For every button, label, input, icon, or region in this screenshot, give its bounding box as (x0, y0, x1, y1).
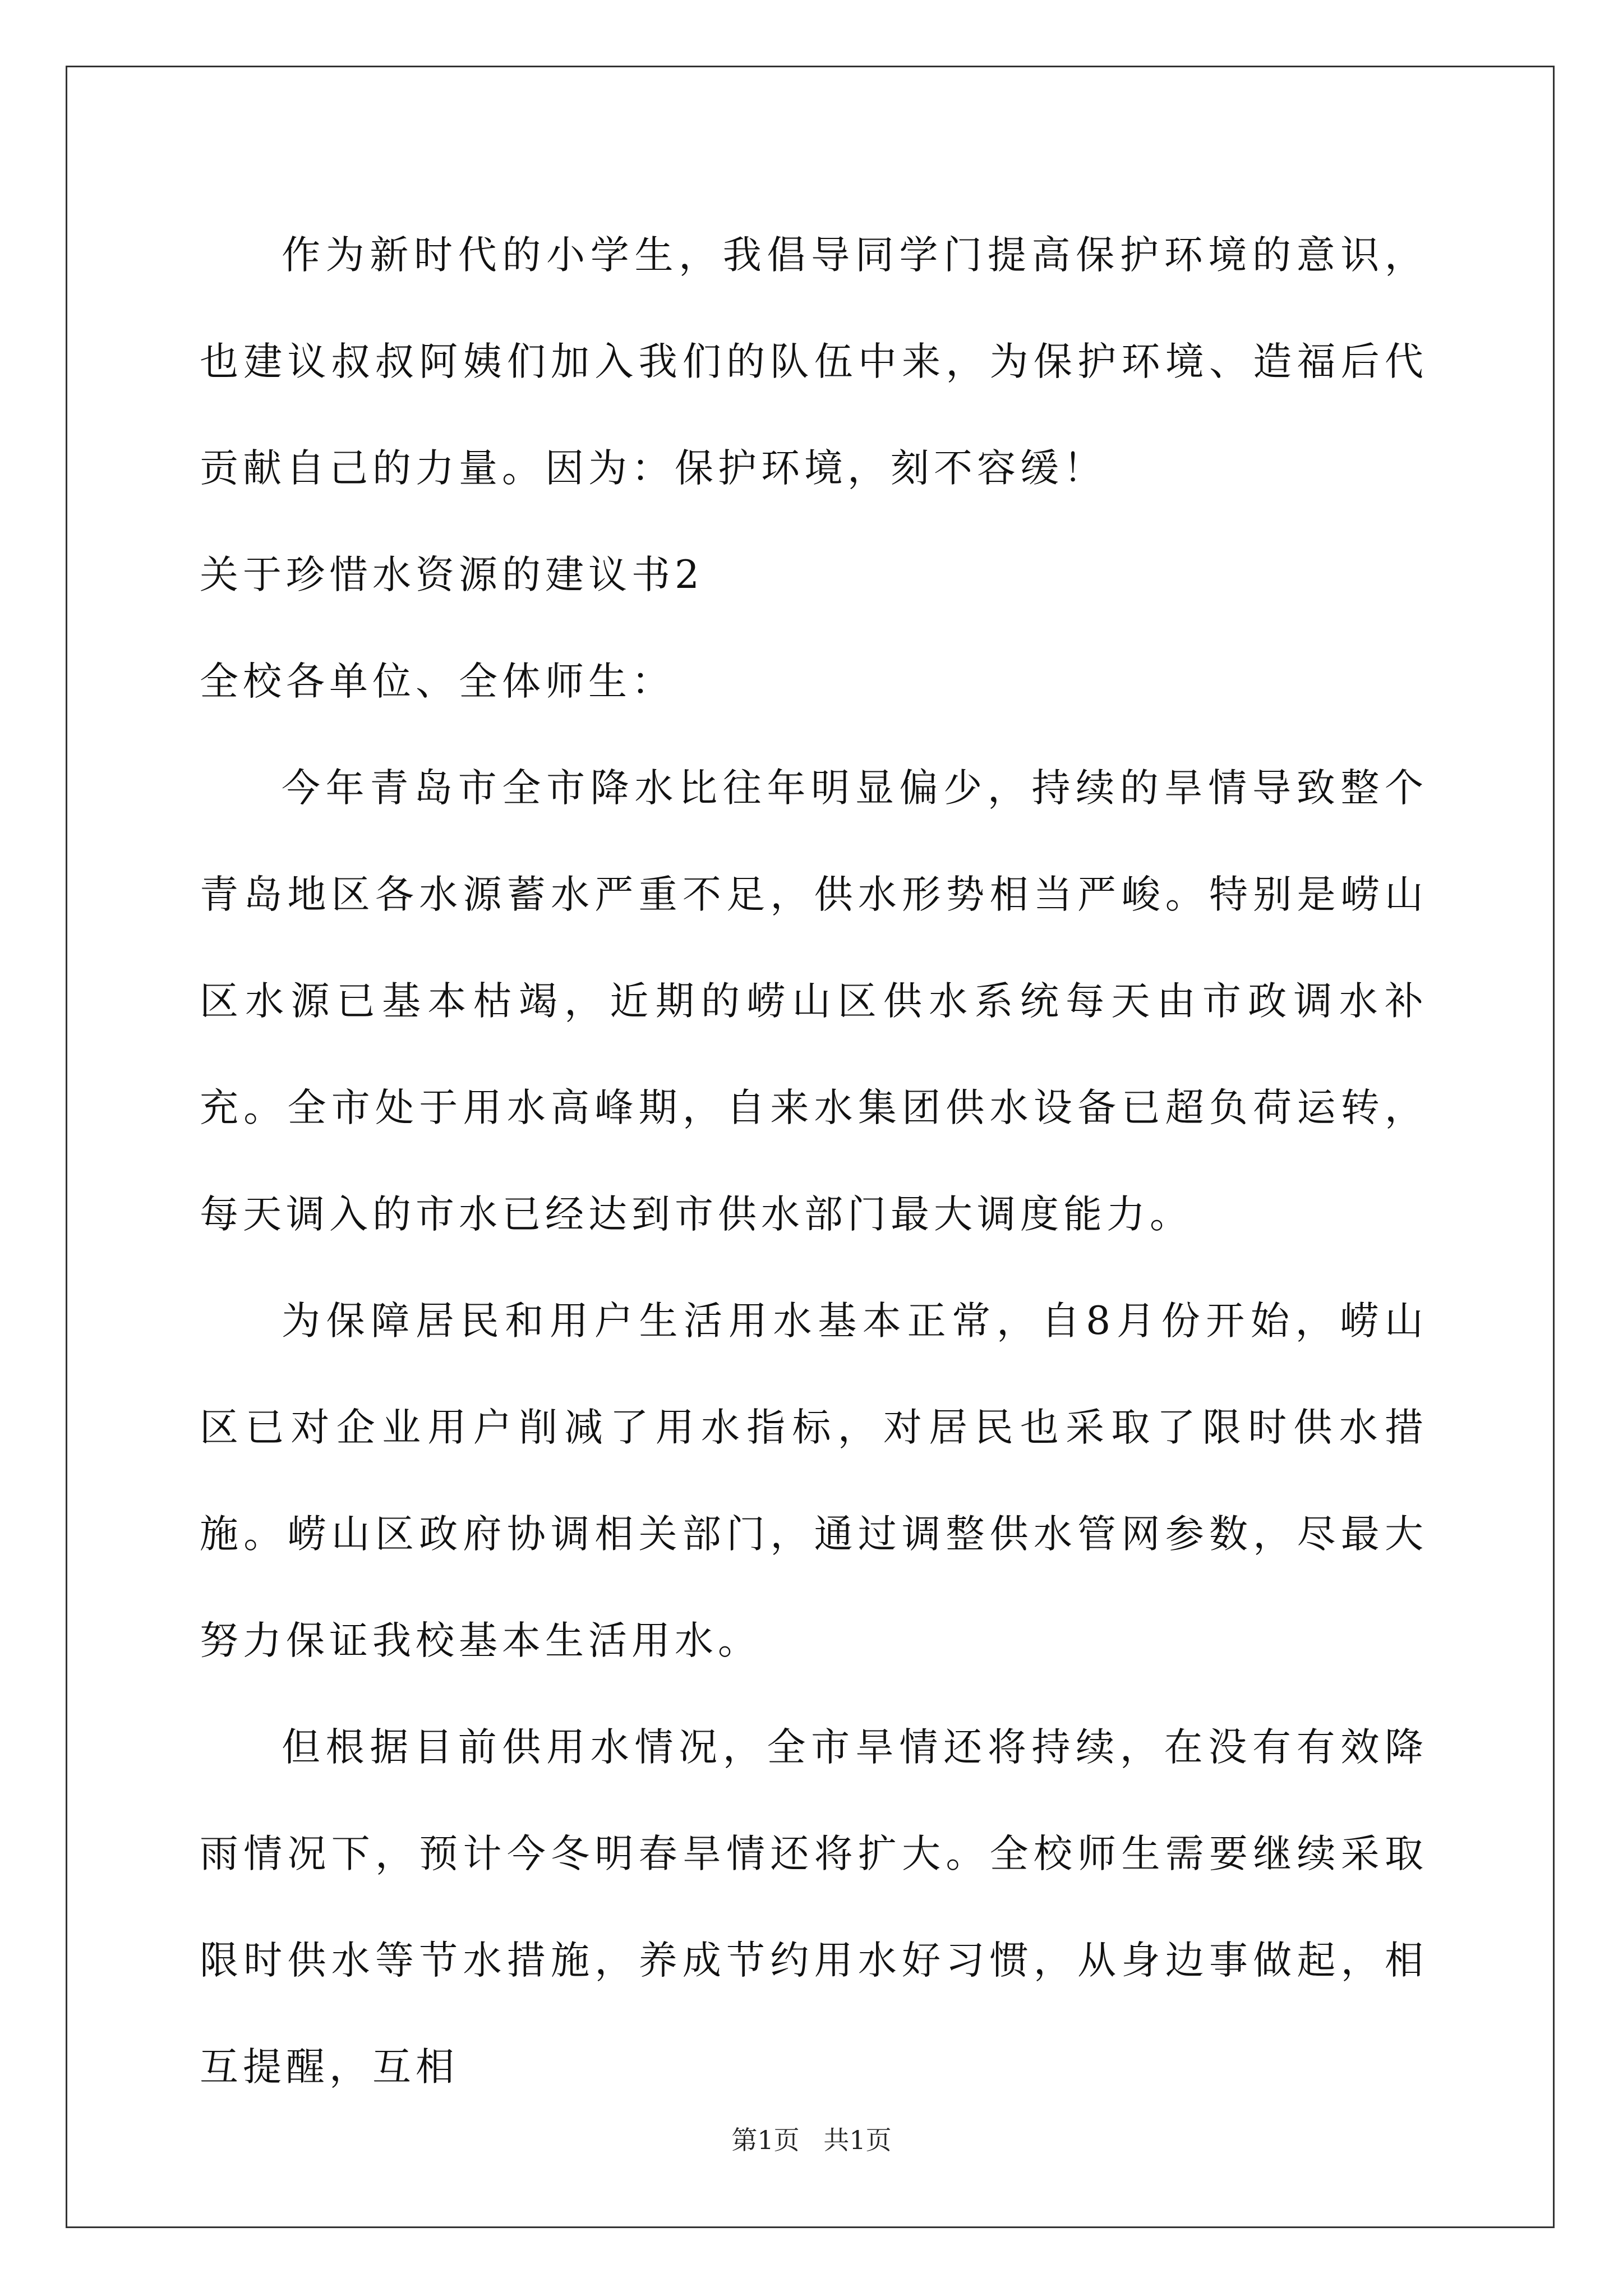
paragraph-supply-measures: 为保障居民和用户生活用水基本正常，自8月份开始，崂山区已对企业用户削减了用水指标，对居民也采取了限时供水措施。崂山区政府协调相关部门，通过调整供水管网参数，尽最大努力保证我校基本生活用水。 (200, 1299, 1428, 1663)
paragraph-call-to-action: 但根据目前供用水情况，全市旱情还将持续，在没有有效降雨情况下，预计今冬明春旱情还将扩大。全校师生需要继续采取限时供水等节水措施，养成节约用水好习惯，从身边事做起，相互提醒，互相 (200, 1725, 1428, 2090)
paragraph-drought-situation: 今年青岛市全市降水比往年明显偏少，持续的旱情导致整个青岛地区各水源蓄水严重不足，供水形势相当严峻。特别是崂山区水源已基本枯竭，近期的崂山区供水系统每天由市政调水补充。全市处于用水高峰期，自来水集团供水设备已超负荷运转，每天调入的市水已经达到市供水部门最大调度能力。 (200, 766, 1428, 1237)
page-footer (0, 2123, 1623, 2157)
salutation: 全校各单位、全体师生： (200, 659, 675, 704)
section-title: 关于珍惜水资源的建议书2 (200, 553, 704, 597)
document-body (200, 202, 1428, 2120)
page-number-current: 第1页 (731, 2125, 800, 2155)
paragraph-environment-closing: 作为新时代的小学生，我倡导同学门提高保护环境的意识，也建议叔叔阿姨们加入我们的队伍中来，为保护环境、造福后代贡献自己的力量。因为：保护环境，刻不容缓！ (200, 233, 1428, 491)
page-number-total: 共1页 (823, 2125, 892, 2155)
